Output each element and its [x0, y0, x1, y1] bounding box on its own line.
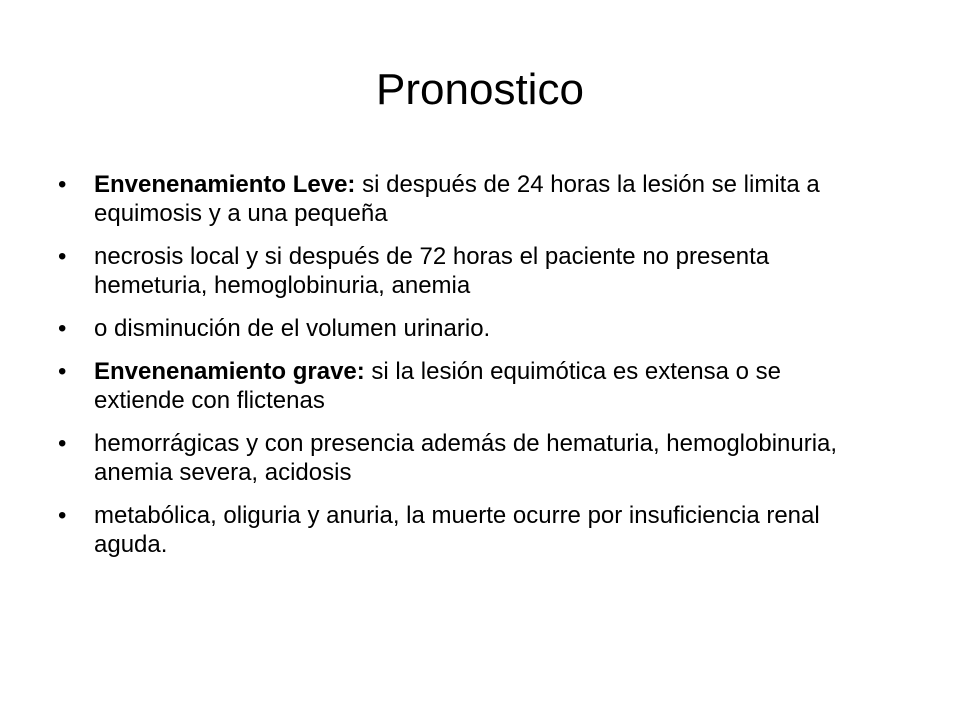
bullet-icon: • [58, 358, 67, 385]
bullet-list [58, 170, 848, 573]
bullet-text: hemorrágicas y con presencia además de hematuria, hemoglobinuria, anemia severa, acidosis [94, 430, 838, 486]
bullet-icon: • [58, 171, 67, 198]
bullet-icon: • [58, 315, 67, 342]
bullet-lead: Envenenamiento Leve: [94, 171, 356, 198]
bullet-item-1 [58, 170, 848, 228]
bullet-item-3 [58, 314, 848, 343]
bullet-icon: • [58, 502, 67, 529]
bullet-item-5 [58, 429, 848, 487]
bullet-text: si la lesión equimótica es extensa o se extiende con flictenas [94, 358, 781, 414]
bullet-text: metabólica, oliguria y anuria, la muerte ocurre por insuficiencia renal aguda. [94, 502, 820, 558]
bullet-item-4 [58, 357, 848, 415]
bullet-text: si después de 24 horas la lesión se limita a equimosis y a una pequeña [94, 171, 820, 227]
bullet-icon: • [58, 430, 67, 457]
bullet-item-6 [58, 501, 848, 559]
bullet-text: necrosis local y si después de 72 horas el paciente no presenta hemeturia, hemoglobinuria, anemia [94, 243, 770, 299]
bullet-lead: Envenenamiento grave: [94, 358, 365, 385]
slide-title: Pronostico [376, 65, 584, 114]
bullet-text: o disminución de el volumen urinario. [94, 315, 491, 342]
bullet-item-2 [58, 242, 848, 300]
bullet-icon: • [58, 243, 67, 270]
